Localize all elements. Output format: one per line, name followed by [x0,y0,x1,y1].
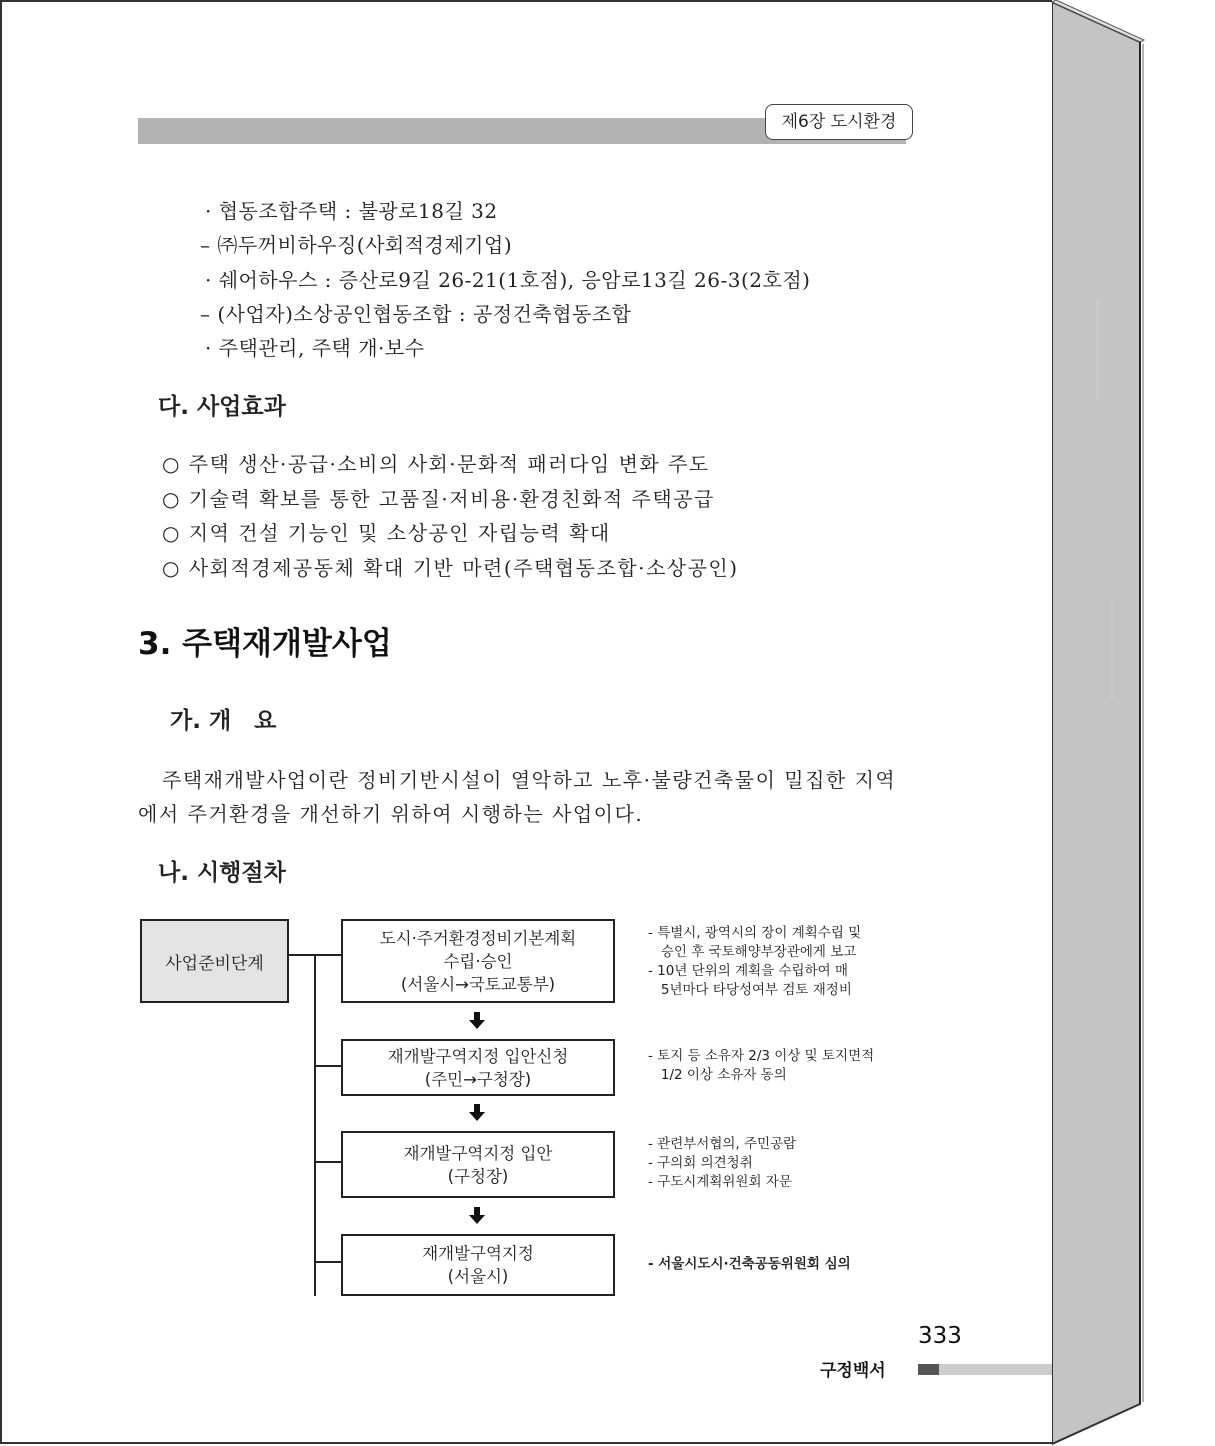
flow-step-line: (서울시→국토교통부) [400,974,556,994]
flow-step-line: 도시·주거환경정비기본계획 [379,928,577,948]
note-line: - 관련부서협의, 주민공람 [648,1136,797,1152]
note-line: - 10년 단위의 계획을 수립하여 매 [648,963,848,979]
flow-step-line: 재개발구역지정 [422,1244,534,1263]
note-line: - 토지 등 소유자 2/3 이상 및 토지면적 [648,1048,875,1064]
paragraph-line: 주택재개발사업이란 정비기반시설이 열악하고 노후·불량건축물이 밀집한 지역 [162,768,897,792]
note-line: 승인 후 국토해양부장관에게 보고 [648,944,857,960]
flow-step-line: (주민→구청장) [424,1069,532,1089]
flow-step-notes [648,924,861,1000]
list-item: · 협동조합주택 : 불광로18길 32 [205,199,498,223]
note-line: - 특별시, 광역시의 장이 계획수립 및 [648,925,862,941]
paragraph-line: 에서 주거환경을 개선하기 위하여 시행하는 사업이다. [138,802,644,826]
flow-step-box [341,919,615,1003]
list-item: ○ 기술력 확보를 통한 고품질·저비용·환경친화적 주택공급 [162,487,715,511]
note-line: 1/2 이상 소유자 동의 [648,1067,787,1083]
section-heading: 가. 개 요 [170,708,277,734]
list-item: – ㈜두꺼비하우징(사회적경제기업) [200,233,513,257]
flow-step-line: 수립·승인 [443,951,513,971]
list-item: ○ 주택 생산·공급·소비의 사회·문화적 패러다임 변화 주도 [162,452,710,476]
note-line: 5년마다 타당성여부 검토 재정비 [648,982,852,998]
flow-step-notes [648,1255,851,1274]
flow-step-box [341,1131,615,1198]
section-heading: 다. 사업효과 [158,394,286,420]
flow-step-line: (서울시) [447,1267,509,1286]
footer-label: 구정백서 [820,1361,886,1381]
flow-step-box [341,1039,615,1096]
chapter-tag: 제6장 도시환경 [765,104,913,140]
book-page-edge [1052,0,1215,1446]
flow-step-line: 재개발구역지정 입안신청 [387,1046,569,1066]
flow-step-box [341,1234,615,1296]
list-item: · 주택관리, 주택 개·보수 [205,336,425,360]
note-line: - 구의회 의견청취 [648,1155,753,1171]
chapter-section-title: 3. 주택재개발사업 [138,626,392,662]
flow-step-line: (구청장) [447,1166,509,1186]
list-item: ○ 지역 건설 기능인 및 소상공인 자립능력 확대 [162,521,611,545]
flow-step-notes [648,1135,796,1192]
flow-step-line: 재개발구역지정 입안 [403,1143,553,1163]
list-item: ○ 사회적경제공동체 확대 기반 마련(주택협동조합·소상공인) [162,556,739,580]
list-item: · 쉐어하우스 : 증산로9길 26-21(1호점), 응암로13길 26-3(2호점) [205,268,811,292]
note-line: - 구도시계획위원회 자문 [648,1174,792,1190]
note-line: - 서울시도시·건축공동위원회 심의 [648,1256,851,1272]
footer-bar-accent [918,1364,939,1375]
stage-box: 사업준비단계 [140,919,289,1003]
page-number: 333 [918,1323,962,1349]
section-heading: 나. 시행절차 [158,860,286,886]
flow-step-notes [648,1047,874,1085]
list-item: – (사업자)소상공인협동조합 : 공정건축협동조합 [200,302,632,326]
